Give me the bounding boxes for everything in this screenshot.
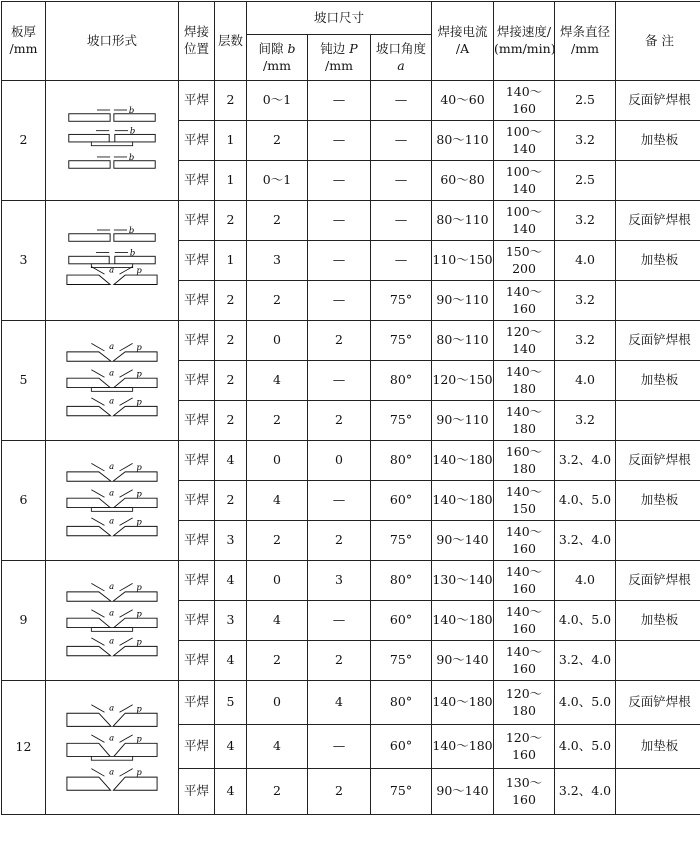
svg-text:p: p xyxy=(136,264,142,275)
current-cell: 80～110 xyxy=(432,121,494,161)
remarks-cell: 加垫板 xyxy=(616,481,700,521)
groove-angle-cell: — xyxy=(371,201,432,241)
header-weld-position: 焊接 位置 xyxy=(179,2,215,81)
current-cell: 90～110 xyxy=(432,401,494,441)
remarks-cell xyxy=(616,401,700,441)
rod-diameter-cell: 4.0 xyxy=(555,361,616,401)
table-row xyxy=(2,441,700,481)
groove-diagram-6mm-icon xyxy=(46,441,179,561)
svg-text:a: a xyxy=(109,486,115,497)
plate-thickness-cell: 5 xyxy=(2,321,46,441)
weld-position-cell: 平焊 xyxy=(179,681,215,725)
speed-cell: 140～160 xyxy=(494,561,555,601)
speed-cell: 140～160 xyxy=(494,641,555,681)
svg-text:a: a xyxy=(109,635,115,646)
header-groove-size: 坡口尺寸 xyxy=(247,2,432,35)
svg-text:b: b xyxy=(128,224,135,235)
remarks-cell xyxy=(616,281,700,321)
blunt-edge-cell: 2 xyxy=(308,641,371,681)
remarks-cell: 反面铲焊根 xyxy=(616,561,700,601)
weld-position-cell: 平焊 xyxy=(179,241,215,281)
remarks-cell: 加垫板 xyxy=(616,241,700,281)
svg-text:a: a xyxy=(109,701,115,712)
weld-position-cell: 平焊 xyxy=(179,521,215,561)
speed-cell: 140～160 xyxy=(494,521,555,561)
groove-angle-cell: 80° xyxy=(371,361,432,401)
rod-diameter-cell: 4.0 xyxy=(555,241,616,281)
gap-cell: 2 xyxy=(247,401,308,441)
plate-thickness-cell: 6 xyxy=(2,441,46,561)
weld-position-cell: 平焊 xyxy=(179,201,215,241)
gap-cell: 2 xyxy=(247,121,308,161)
rod-diameter-cell: 4.0、5.0 xyxy=(555,601,616,641)
remarks-cell: 加垫板 xyxy=(616,725,700,769)
current-cell: 80～110 xyxy=(432,321,494,361)
current-cell: 80～110 xyxy=(432,201,494,241)
remarks-cell: 反面铲焊根 xyxy=(616,681,700,725)
rod-diameter-cell: 4.0、5.0 xyxy=(555,681,616,725)
blunt-edge-cell: — xyxy=(308,361,371,401)
current-cell: 140～180 xyxy=(432,681,494,725)
groove-diagram-12mm-icon xyxy=(46,681,179,815)
svg-text:a: a xyxy=(109,366,115,377)
groove-diagram-2mm-icon xyxy=(46,81,179,201)
speed-cell: 120～160 xyxy=(494,725,555,769)
header-current: 焊接电流 /A xyxy=(432,2,494,81)
groove-angle-cell: — xyxy=(371,161,432,201)
gap-cell: 4 xyxy=(247,725,308,769)
rod-diameter-cell: 3.2 xyxy=(555,281,616,321)
gap-cell: 0 xyxy=(247,681,308,725)
svg-text:p: p xyxy=(136,487,142,498)
gap-cell: 3 xyxy=(247,241,308,281)
blunt-edge-cell: — xyxy=(308,281,371,321)
groove-angle-cell: 75° xyxy=(371,401,432,441)
svg-text:p: p xyxy=(136,367,142,378)
svg-text:a: a xyxy=(109,515,115,526)
current-cell: 90～110 xyxy=(432,281,494,321)
svg-text:a: a xyxy=(109,460,115,471)
layers-cell: 2 xyxy=(215,81,247,121)
gap-cell: 0 xyxy=(247,561,308,601)
groove-angle-cell: 60° xyxy=(371,481,432,521)
groove-angle-cell: 75° xyxy=(371,521,432,561)
rod-diameter-cell: 3.2 xyxy=(555,401,616,441)
svg-text:p: p xyxy=(136,702,142,713)
layers-cell: 1 xyxy=(215,161,247,201)
gap-cell: 4 xyxy=(247,361,308,401)
layers-cell: 3 xyxy=(215,521,247,561)
groove-diagram-5mm-icon xyxy=(46,321,179,441)
svg-text:p: p xyxy=(136,607,142,618)
layers-cell: 2 xyxy=(215,201,247,241)
current-cell: 140～180 xyxy=(432,725,494,769)
speed-cell: 100～140 xyxy=(494,201,555,241)
weld-position-cell: 平焊 xyxy=(179,281,215,321)
blunt-edge-cell: — xyxy=(308,725,371,769)
speed-cell: 120～180 xyxy=(494,681,555,725)
rod-diameter-cell: 4.0 xyxy=(555,561,616,601)
current-cell: 130～140 xyxy=(432,561,494,601)
rod-diameter-cell: 4.0、5.0 xyxy=(555,481,616,521)
gap-cell: 2 xyxy=(247,281,308,321)
current-cell: 140～180 xyxy=(432,481,494,521)
weld-position-cell: 平焊 xyxy=(179,769,215,815)
weld-position-cell: 平焊 xyxy=(179,725,215,769)
blunt-edge-cell: — xyxy=(308,161,371,201)
rod-diameter-cell: 2.5 xyxy=(555,161,616,201)
groove-angle-cell: — xyxy=(371,121,432,161)
svg-text:a: a xyxy=(109,340,115,351)
header-blunt: 钝边 P /mm xyxy=(308,35,371,81)
header-plate-thickness: 板厚 /mm xyxy=(2,2,46,81)
layers-cell: 2 xyxy=(215,481,247,521)
header-remarks: 备 注 xyxy=(616,2,700,81)
layers-cell: 2 xyxy=(215,361,247,401)
current-cell: 60～80 xyxy=(432,161,494,201)
groove-diagram-3mm-icon xyxy=(46,201,179,321)
blunt-edge-cell: 2 xyxy=(308,401,371,441)
weld-position-cell: 平焊 xyxy=(179,601,215,641)
header-rod-diameter: 焊条直径 /mm xyxy=(555,2,616,81)
svg-text:b: b xyxy=(128,151,135,162)
header-gap: 间隙 b /mm xyxy=(247,35,308,81)
remarks-cell: 反面铲焊根 xyxy=(616,441,700,481)
speed-cell: 140～180 xyxy=(494,361,555,401)
current-cell: 90～140 xyxy=(432,641,494,681)
layers-cell: 5 xyxy=(215,681,247,725)
layers-cell: 4 xyxy=(215,441,247,481)
header-speed: 焊接速度/ (mm/min) xyxy=(494,2,555,81)
groove-angle-cell: 75° xyxy=(371,281,432,321)
remarks-cell: 加垫板 xyxy=(616,601,700,641)
groove-angle-cell: 75° xyxy=(371,321,432,361)
svg-text:a: a xyxy=(109,731,115,742)
svg-text:p: p xyxy=(136,732,142,743)
weld-position-cell: 平焊 xyxy=(179,161,215,201)
remarks-cell xyxy=(616,161,700,201)
table-row xyxy=(2,681,700,725)
groove-angle-cell: 60° xyxy=(371,725,432,769)
rod-diameter-cell: 3.2、4.0 xyxy=(555,769,616,815)
gap-cell: 0 xyxy=(247,441,308,481)
svg-text:p: p xyxy=(136,341,142,352)
remarks-cell: 加垫板 xyxy=(616,361,700,401)
weld-position-cell: 平焊 xyxy=(179,561,215,601)
layers-cell: 2 xyxy=(215,321,247,361)
groove-angle-cell: 80° xyxy=(371,441,432,481)
svg-text:b: b xyxy=(129,246,136,257)
table-row xyxy=(2,321,700,361)
svg-text:a: a xyxy=(109,263,115,274)
blunt-edge-cell: 2 xyxy=(308,521,371,561)
svg-text:a: a xyxy=(109,580,115,591)
groove-angle-cell: 60° xyxy=(371,601,432,641)
remarks-cell: 反面铲焊根 xyxy=(616,321,700,361)
table-row xyxy=(2,201,700,241)
speed-cell: 100～140 xyxy=(494,161,555,201)
remarks-cell xyxy=(616,769,700,815)
svg-text:b: b xyxy=(129,124,136,135)
blunt-edge-cell: 0 xyxy=(308,441,371,481)
blunt-edge-cell: — xyxy=(308,121,371,161)
plate-thickness-cell: 9 xyxy=(2,561,46,681)
layers-cell: 4 xyxy=(215,561,247,601)
svg-text:a: a xyxy=(109,606,115,617)
weld-position-cell: 平焊 xyxy=(179,441,215,481)
layers-cell: 2 xyxy=(215,281,247,321)
blunt-edge-cell: 2 xyxy=(308,769,371,815)
weld-position-cell: 平焊 xyxy=(179,401,215,441)
current-cell: 110～150 xyxy=(432,241,494,281)
speed-cell: 140～180 xyxy=(494,401,555,441)
table-row xyxy=(2,561,700,601)
remarks-cell: 反面铲焊根 xyxy=(616,81,700,121)
current-cell: 90～140 xyxy=(432,769,494,815)
layers-cell: 4 xyxy=(215,725,247,769)
svg-text:p: p xyxy=(136,395,142,406)
blunt-edge-cell: 2 xyxy=(308,321,371,361)
groove-angle-cell: 75° xyxy=(371,769,432,815)
rod-diameter-cell: 4.0、5.0 xyxy=(555,725,616,769)
header-angle: 坡口角度 a xyxy=(371,35,432,81)
svg-text:a: a xyxy=(109,765,115,776)
gap-cell: 2 xyxy=(247,769,308,815)
current-cell: 140～180 xyxy=(432,601,494,641)
rod-diameter-cell: 3.2 xyxy=(555,201,616,241)
layers-cell: 2 xyxy=(215,401,247,441)
rod-diameter-cell: 2.5 xyxy=(555,81,616,121)
speed-cell: 140～160 xyxy=(494,601,555,641)
current-cell: 120～150 xyxy=(432,361,494,401)
svg-text:p: p xyxy=(136,461,142,472)
rod-diameter-cell: 3.2 xyxy=(555,321,616,361)
rod-diameter-cell: 3.2 xyxy=(555,121,616,161)
gap-cell: 4 xyxy=(247,481,308,521)
svg-text:p: p xyxy=(136,766,142,777)
groove-angle-cell: 80° xyxy=(371,561,432,601)
weld-position-cell: 平焊 xyxy=(179,321,215,361)
speed-cell: 150～200 xyxy=(494,241,555,281)
weld-position-cell: 平焊 xyxy=(179,81,215,121)
current-cell: 90～140 xyxy=(432,521,494,561)
groove-angle-cell: 75° xyxy=(371,641,432,681)
blunt-edge-cell: 4 xyxy=(308,681,371,725)
svg-text:p: p xyxy=(136,515,142,526)
gap-cell: 0 xyxy=(247,321,308,361)
plate-thickness-cell: 3 xyxy=(2,201,46,321)
speed-cell: 140～160 xyxy=(494,281,555,321)
speed-cell: 140～150 xyxy=(494,481,555,521)
blunt-edge-cell: — xyxy=(308,241,371,281)
remarks-cell xyxy=(616,641,700,681)
header-groove-form: 坡口形式 xyxy=(46,2,179,81)
svg-text:b: b xyxy=(128,104,135,115)
plate-thickness-cell: 2 xyxy=(2,81,46,201)
weld-position-cell: 平焊 xyxy=(179,361,215,401)
blunt-edge-cell: — xyxy=(308,81,371,121)
current-cell: 40～60 xyxy=(432,81,494,121)
speed-cell: 130～160 xyxy=(494,769,555,815)
weld-position-cell: 平焊 xyxy=(179,481,215,521)
layers-cell: 4 xyxy=(215,769,247,815)
speed-cell: 100～140 xyxy=(494,121,555,161)
rod-diameter-cell: 3.2、4.0 xyxy=(555,641,616,681)
groove-diagram-9mm-icon xyxy=(46,561,179,681)
groove-angle-cell: — xyxy=(371,241,432,281)
welding-parameters-table xyxy=(1,1,700,815)
current-cell: 140～180 xyxy=(432,441,494,481)
layers-cell: 3 xyxy=(215,601,247,641)
plate-thickness-cell: 12 xyxy=(2,681,46,815)
remarks-cell: 加垫板 xyxy=(616,121,700,161)
gap-cell: 0～1 xyxy=(247,81,308,121)
header-row-1 xyxy=(2,2,700,35)
gap-cell: 2 xyxy=(247,201,308,241)
header-layers: 层数 xyxy=(215,2,247,81)
layers-cell: 1 xyxy=(215,121,247,161)
gap-cell: 0～1 xyxy=(247,161,308,201)
speed-cell: 160～180 xyxy=(494,441,555,481)
svg-text:a: a xyxy=(109,395,115,406)
weld-position-cell: 平焊 xyxy=(179,121,215,161)
blunt-edge-cell: — xyxy=(308,601,371,641)
gap-cell: 2 xyxy=(247,521,308,561)
layers-cell: 4 xyxy=(215,641,247,681)
weld-position-cell: 平焊 xyxy=(179,641,215,681)
blunt-edge-cell: — xyxy=(308,481,371,521)
svg-text:p: p xyxy=(136,635,142,646)
table-row xyxy=(2,81,700,121)
svg-text:p: p xyxy=(136,581,142,592)
layers-cell: 1 xyxy=(215,241,247,281)
blunt-edge-cell: 3 xyxy=(308,561,371,601)
speed-cell: 120～140 xyxy=(494,321,555,361)
groove-angle-cell: — xyxy=(371,81,432,121)
gap-cell: 4 xyxy=(247,601,308,641)
rod-diameter-cell: 3.2、4.0 xyxy=(555,441,616,481)
rod-diameter-cell: 3.2、4.0 xyxy=(555,521,616,561)
speed-cell: 140～160 xyxy=(494,81,555,121)
groove-angle-cell: 80° xyxy=(371,681,432,725)
blunt-edge-cell: — xyxy=(308,201,371,241)
gap-cell: 2 xyxy=(247,641,308,681)
remarks-cell: 反面铲焊根 xyxy=(616,201,700,241)
remarks-cell xyxy=(616,521,700,561)
